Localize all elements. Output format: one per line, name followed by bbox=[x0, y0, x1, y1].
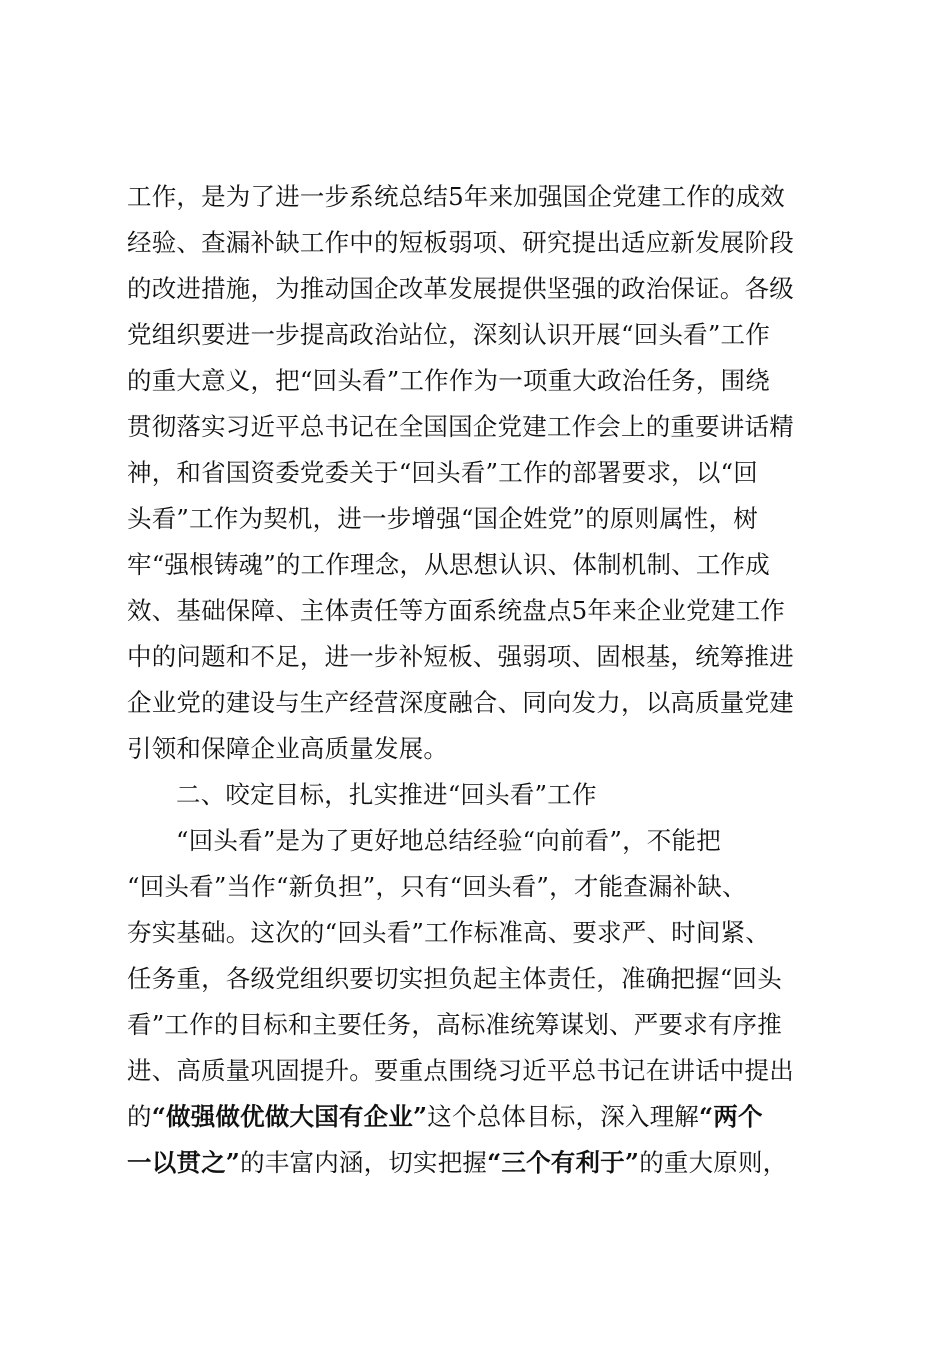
text-span: 的丰富内涵，切实把握 bbox=[240, 1148, 488, 1177]
text-line: 任务重，各级党组织要切实担负起主体责任，准确把握“回头 bbox=[127, 964, 782, 993]
text-line: 夯实基础。这次的“回头看”工作标准高、要求严、时间紧、 bbox=[127, 918, 770, 947]
bold-phrase: “三个有利于” bbox=[487, 1148, 640, 1177]
text-line bbox=[127, 1094, 847, 1140]
text-line: 企业党的建设与生产经营深度融合、同向发力，以高质量党建 bbox=[127, 688, 794, 717]
text-line: 贯彻落实习近平总书记在全国国企党建工作会上的重要讲话精 bbox=[127, 412, 794, 441]
text-line: 效、基础保障、主体责任等方面系统盘点5年来企业党建工作 bbox=[127, 596, 785, 625]
text-line: 神，和省国资委党委关于“回头看”工作的部署要求，以“回 bbox=[127, 458, 758, 487]
text-line: 牢“强根铸魂”的工作理念，从思想认识、体制机制、工作成 bbox=[127, 550, 770, 579]
text-line: “回头看”是为了更好地总结经验“向前看”，不能把 bbox=[176, 826, 721, 855]
text-line: 看”工作的目标和主要任务，高标准统筹谋划、严要求有序推 bbox=[127, 1010, 782, 1039]
text-line: 头看”工作为契机，进一步增强“国企姓党”的原则属性，树 bbox=[127, 504, 758, 533]
paragraph-2 bbox=[127, 818, 847, 1186]
document-body bbox=[127, 174, 847, 1186]
section-heading: 二、咬定目标，扎实推进“回头看”工作 bbox=[176, 780, 597, 809]
paragraph-1 bbox=[127, 174, 847, 772]
bold-phrase: “两个 bbox=[699, 1102, 763, 1131]
text-span: 这个总体目标，深入理解 bbox=[427, 1102, 699, 1131]
text-line: 党组织要进一步提高政治站位，深刻认识开展“回头看”工作 bbox=[127, 320, 770, 349]
text-line: 经验、查漏补缺工作中的短板弱项、研究提出适应新发展阶段 bbox=[127, 228, 794, 257]
text-line: “回头看”当作“新负担”，只有“回头看”，才能查漏补缺、 bbox=[127, 872, 747, 901]
text-span: 的 bbox=[127, 1102, 152, 1131]
text-line: 中的问题和不足，进一步补短板、强弱项、固根基，统筹推进 bbox=[127, 642, 794, 671]
text-line: 的改进措施，为推动国企改革发展提供坚强的政治保证。各级 bbox=[127, 274, 794, 303]
text-span: 的重大原则， bbox=[639, 1148, 788, 1177]
text-line: 进、高质量巩固提升。要重点围绕习近平总书记在讲话中提出 bbox=[127, 1056, 794, 1085]
bold-phrase: 一以贯之” bbox=[127, 1148, 241, 1177]
text-line: 工作，是为了进一步系统总结5年来加强国企党建工作的成效 bbox=[127, 182, 785, 211]
text-line bbox=[127, 1140, 847, 1186]
text-line: 的重大意义，把“回头看”工作作为一项重大政治任务，围绕 bbox=[127, 366, 770, 395]
text-line: 引领和保障企业高质量发展。 bbox=[127, 734, 449, 763]
bold-phrase: “做强做优做大国有企业” bbox=[151, 1102, 428, 1131]
